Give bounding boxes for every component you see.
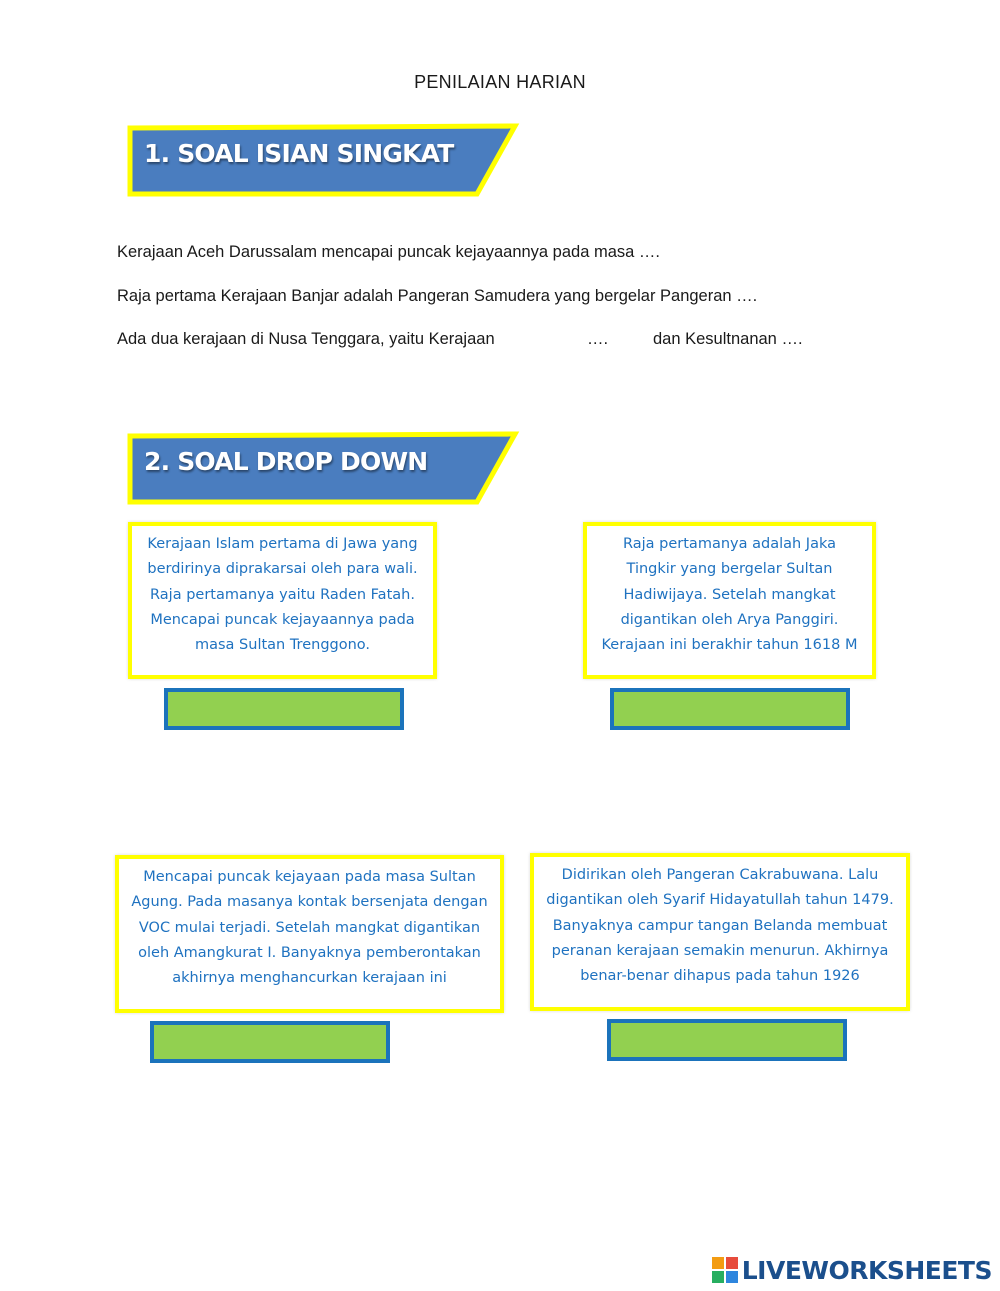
- clue-line: Raja pertamanya adalah Jaka: [623, 536, 836, 552]
- drop-slot-2[interactable]: [610, 688, 850, 730]
- clue-line: Kerajaan ini berakhir tahun 1618 M: [601, 637, 858, 654]
- section-title-short-answer: 1. SOAL ISIAN SINGKAT: [144, 139, 454, 168]
- question-3-part-a: Ada dua kerajaan di Nusa Tenggara, yaitu Kerajaan: [117, 330, 495, 348]
- drop-slot-1[interactable]: [164, 688, 404, 730]
- clue-box-4: [530, 853, 910, 1011]
- clue-line: oleh Amangkurat I. Banyaknya pemberontakan: [138, 944, 481, 961]
- question-2: Raja pertama Kerajaan Banjar adalah Pangeran Samudera yang bergelar Pangeran ….: [117, 287, 758, 305]
- section-banner-drop-down: [127, 431, 527, 509]
- drop-slot-4[interactable]: [607, 1019, 847, 1061]
- liveworksheets-logo: [712, 1250, 992, 1290]
- clue-line: digantikan oleh Arya Panggiri.: [620, 611, 839, 628]
- clue-line: masa Sultan Trenggono.: [194, 637, 371, 654]
- clue-line: Banyaknya campur tangan Belanda membuat: [552, 917, 888, 934]
- clue-box-2: [583, 522, 876, 679]
- clue-box-1: [128, 522, 437, 679]
- logo-text: LIVEWORKSHEETS: [741, 1255, 992, 1285]
- question-1: Kerajaan Aceh Darussalam mencapai puncak kejayaannya pada masa ….: [117, 243, 660, 261]
- clue-line: Tingkir yang bergelar Sultan: [626, 561, 833, 578]
- clue-line: Raja pertamanya yaitu Raden Fatah.: [150, 586, 415, 603]
- clue-line: peranan kerajaan semakin menurun. Akhirnya: [551, 942, 889, 959]
- clue-line: VOC mulai terjadi. Setelah mangkat digantikan: [138, 919, 481, 936]
- clue-line: Didirikan oleh Pangeran Cakrabuwana. Lalu: [561, 867, 879, 883]
- page-title: PENILAIAN HARIAN: [414, 72, 586, 92]
- clue-line: akhirnya menghancurkan kerajaan ini: [172, 970, 447, 987]
- clue-line: Kerajaan Islam pertama di Jawa yang: [147, 536, 418, 552]
- question-3-blank-1[interactable]: ….: [587, 330, 609, 348]
- section-banner-short-answer: [127, 123, 527, 201]
- clue-line: Hadiwijaya. Setelah mangkat: [623, 586, 836, 603]
- clue-line: Mencapai puncak kejayaan pada masa Sultan: [143, 869, 476, 885]
- clue-box-3: [115, 855, 504, 1013]
- drop-slot-3[interactable]: [150, 1021, 390, 1063]
- clue-line: berdirinya diprakarsai oleh para wali.: [147, 561, 418, 578]
- clue-line: digantikan oleh Syarif Hidayatullah tahun 1479.: [546, 892, 894, 909]
- question-3-part-b: dan Kesultnanan ….: [653, 330, 803, 348]
- section-title-drop-down: 2. SOAL DROP DOWN: [144, 447, 428, 476]
- clue-line: Mencapai puncak kejayaannya pada: [150, 611, 415, 628]
- clue-line: benar-benar dihapus pada tahun 1926: [580, 968, 860, 985]
- logo-cubes-icon: [712, 1257, 738, 1283]
- clue-line: Agung. Pada masanya kontak bersenjata dengan: [131, 894, 488, 911]
